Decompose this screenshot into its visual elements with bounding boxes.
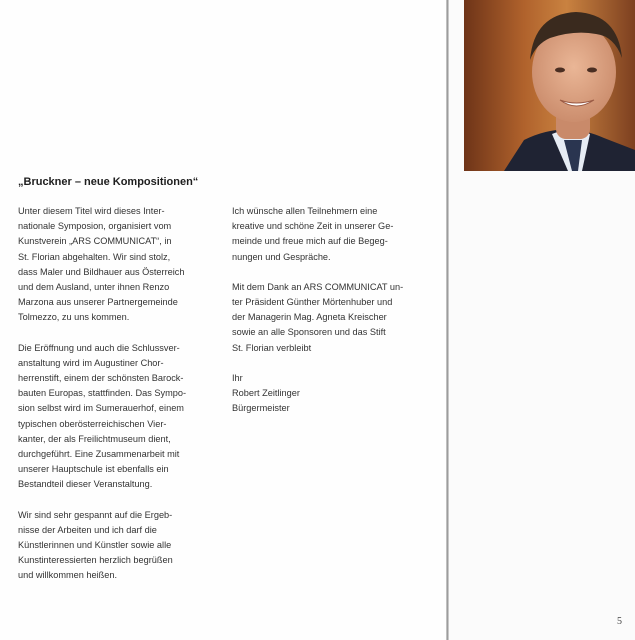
signer-title: Bürgermeister <box>232 403 290 414</box>
text-line: kanter, der als Freilichtmuseum dient, <box>18 433 171 444</box>
text-line: Marzona aus unserer Partnergemeinde <box>18 297 178 308</box>
text-line: nationale Symposion, organisiert vom <box>18 221 172 232</box>
text-line: der Managerin Mag. Agneta Kreischer <box>232 312 387 323</box>
text-line: nungen und Gespräche. <box>232 251 331 262</box>
text-line: Unter diesem Titel wird dieses Inter- <box>18 206 165 216</box>
text-line: und dem Ausland, unter ihnen Renzo <box>18 282 170 293</box>
text-line: Bestandteil dieser Veranstaltung. <box>18 479 153 490</box>
text-line: anstaltung wird im Augustiner Chor- <box>18 357 164 368</box>
text-line: bauten Europas, stattfinden. Das Sympo- <box>18 388 187 399</box>
text-line: Kunstverein „ARS COMMUNICAT“, in <box>18 236 172 247</box>
left-text-column <box>18 204 218 599</box>
portrait-photo <box>464 0 635 171</box>
text-line: meinde und freue mich auf die Begeg- <box>232 236 388 247</box>
text-line: Kunstinteressierten herzlich begrüßen <box>18 555 173 566</box>
paragraph <box>18 204 218 326</box>
signer-name: Robert Zeitlinger <box>232 388 300 399</box>
text-line: ter Präsident Günther Mörtenhuber und <box>232 297 393 308</box>
text-line: kreative und schöne Zeit in unserer Ge- <box>232 221 394 232</box>
salutation: Ihr <box>232 372 243 383</box>
text-line: sowie an alle Sponsoren und das Stift <box>232 327 386 338</box>
signature-block <box>232 371 432 417</box>
right-text-column <box>232 204 432 431</box>
article-heading: „Bruckner – neue Kompositionen“ <box>18 176 199 188</box>
text-line: unserer Hauptschule ist ebenfalls ein <box>18 464 169 475</box>
text-line: durchgeführt. Eine Zusammenarbeit mit <box>18 449 180 460</box>
text-line: typischen oberösterreichischen Vier- <box>18 418 167 429</box>
paragraph <box>232 280 432 356</box>
text-line: Tolmezzo, zu uns kommen. <box>18 312 130 323</box>
text-line: sion selbst wird im Sumerauerhof, einem <box>18 403 184 414</box>
text-line: Die Eröffnung und auch die Schlussver- <box>18 342 180 353</box>
paragraph <box>232 204 432 265</box>
text-line: St. Florian verbleibt <box>232 342 312 353</box>
paragraph <box>18 508 218 584</box>
text-line: und willkommen heißen. <box>18 570 118 581</box>
text-line: Mit dem Dank an ARS COMMUNICAT un- <box>232 281 404 292</box>
portrait-illustration <box>464 0 635 171</box>
text-line: Ich wünsche allen Teilnehmern eine <box>232 206 378 216</box>
text-line: herrenstift, einem der schönsten Barock- <box>18 373 184 384</box>
text-line: nisse der Arbeiten und ich darf die <box>18 524 157 535</box>
text-line: St. Florian abgehalten. Wir sind stolz, <box>18 251 171 262</box>
text-line: Wir sind sehr gespannt auf die Ergeb- <box>18 509 173 520</box>
text-line: Künstlerinnen und Künstler sowie alle <box>18 540 172 551</box>
paragraph <box>18 341 218 493</box>
text-line: dass Maler und Bildhauer aus Österreich <box>18 266 185 277</box>
page-number: 5 <box>617 616 622 627</box>
